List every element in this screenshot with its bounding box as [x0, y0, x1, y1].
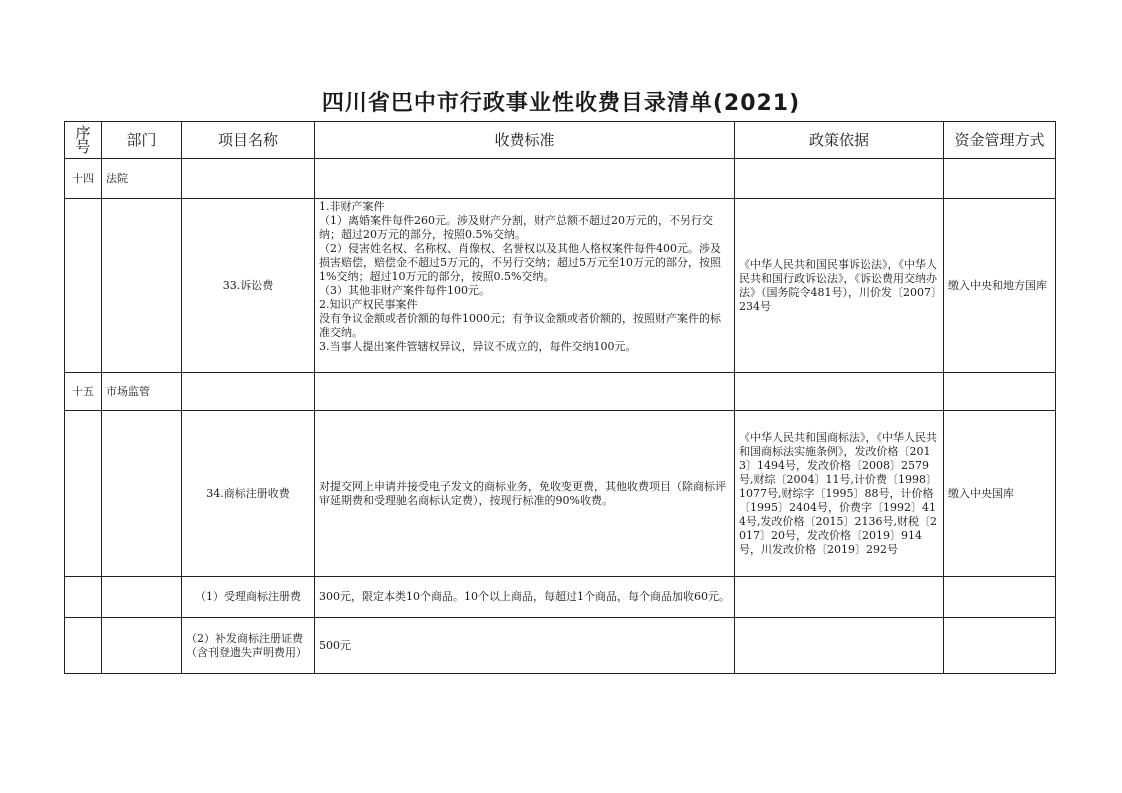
fee-standard: 300元，限定本类10个商品。10个以上商品，每超过1个商品，每个商品加收60元。 — [315, 577, 735, 618]
section-dept: 市场监管 — [102, 373, 182, 411]
page-title: 四川省巴中市行政事业性收费目录清单(2021) — [321, 91, 801, 116]
standard-line: （3）其他非财产案件每件100元。 — [319, 284, 490, 297]
policy-basis: 《中华人民共和国民事诉讼法》，《中华人民共和国行政诉讼法》，《诉讼费用交纳办法》（国务院令481号），川价发〔2007〕234号 — [735, 199, 944, 373]
standard-line: 3.当事人提出案件管辖权异议，异议不成立的，每件交纳100元。 — [319, 340, 637, 353]
sub-project-name: （2）补发商标注册证费（含刊登遗失声明费用） — [182, 618, 315, 674]
standard-line: （1）离婚案件每件260元。涉及财产分割，财产总额不超过20万元的，不另行交纳；超过20万元的部分，按照0.5%交纳。 — [319, 214, 713, 241]
section-row — [65, 373, 1056, 411]
project-name: 33.诉讼费 — [182, 199, 315, 373]
header-row — [65, 122, 1056, 159]
table-row — [65, 199, 1056, 373]
sub-project-name: （1）受理商标注册费 — [182, 577, 315, 618]
table-row — [65, 577, 1056, 618]
header-seq: 序号 — [65, 122, 102, 159]
section-row — [65, 159, 1056, 199]
fee-standard — [315, 199, 735, 373]
table-row — [65, 618, 1056, 674]
standard-line: 没有争议金额或者价额的每件1000元；有争议金额或者价额的，按照财产案件的标准交纳。 — [319, 312, 721, 339]
header-policy: 政策依据 — [735, 122, 944, 159]
standard-line: （2）侵害姓名权、名称权、肖像权、名誉权以及其他人格权案件每件400元。涉及损害赔偿，赔偿金不超过5万元的，不另行交纳；超过5万元至10万元的部分，按照1%交纳；超过10万元的部分，按照0.5%交纳。 — [319, 242, 721, 283]
header-management: 资金管理方式 — [944, 122, 1056, 159]
standard-line: 2.知识产权民事案件 — [319, 298, 418, 311]
fee-catalog-table — [64, 121, 1056, 674]
table-row — [65, 411, 1056, 577]
policy-basis: 《中华人民共和国商标法》，《中华人民共和国商标法实施条例》，发改价格〔2013〕1494号，发改价格〔2008〕2579号,财综〔2004〕11号,计价费〔1998〕1077号,财综字〔1995〕88号，计价格〔1995〕2404号，价费字〔1992〕414号,发改价格〔2015〕2136号,财税〔2017〕20号，发改价格〔2019〕914号，川发改价格〔2019〕292号 — [735, 411, 944, 577]
fee-standard: 对提交网上申请并接受电子发文的商标业务，免收变更费，其他收费项目（除商标评审延期费和受理驰名商标认定费），按现行标准的90%收费。 — [315, 411, 735, 577]
fee-standard: 500元 — [315, 618, 735, 674]
standard-line: 1.非财产案件 — [319, 200, 385, 213]
header-standard: 收费标准 — [315, 122, 735, 159]
header-project: 项目名称 — [182, 122, 315, 159]
section-dept: 法院 — [102, 159, 182, 199]
fund-management: 缴入中央国库 — [944, 411, 1056, 577]
section-seq: 十五 — [65, 373, 102, 411]
fund-management: 缴入中央和地方国库 — [944, 199, 1056, 373]
section-seq: 十四 — [65, 159, 102, 199]
project-name: 34.商标注册收费 — [182, 411, 315, 577]
header-dept: 部门 — [102, 122, 182, 159]
